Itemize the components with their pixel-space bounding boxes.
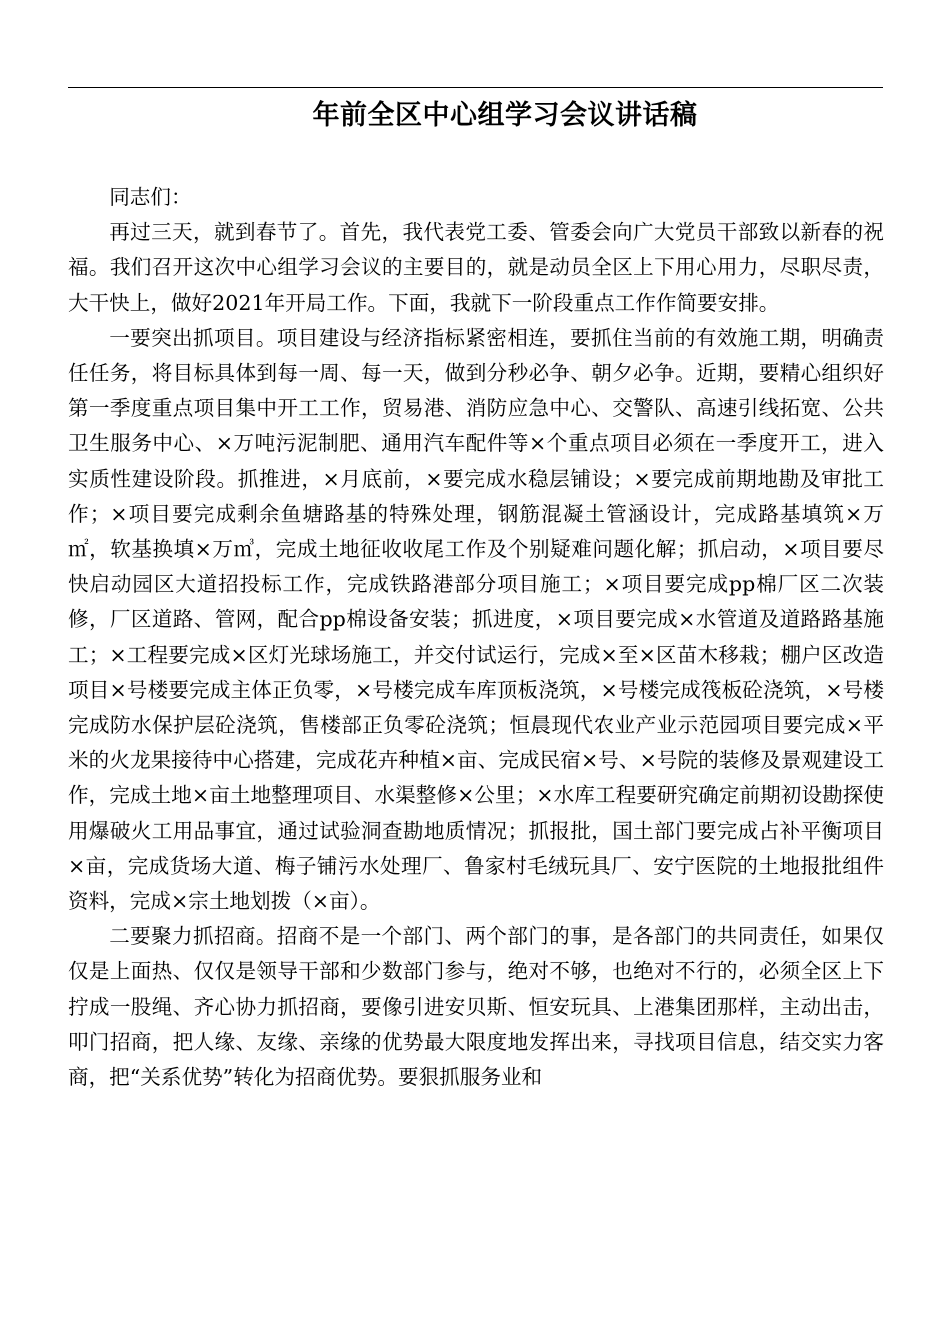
paragraph-investment: 二要聚力抓招商。招商不是一个部门、两个部门的事，是各部门的共同责任，如果仅仅是上面热、仅仅是领导干部和少数部门参与，绝对不够，也绝对不行的，必须全区上下拧成一股绳、齐心协力抓招商，要像引进安贝斯、恒安玩具、上港集团那样，主动出击，叩门招商，把人缘、友缘、亲缘的优势最大限度地发挥出来，寻找项目信息，结交实力客商，把“关系优势”转化为招商优势。要狠抓服务业和 bbox=[68, 924, 884, 1090]
document-title: 年前全区中心组学习会议讲话稿 bbox=[312, 100, 698, 131]
paragraph-intro: 再过三天，就到春节了。首先，我代表党工委、管委会向广大党员干部致以新春的祝福。我们召开这次中心组学习会议的主要目的，就是动员全区上下用心用力，尽职尽责，大干快上，做好2021年开局工作。下面，我就下一阶段重点工作作简要安排。 bbox=[68, 220, 884, 315]
document-body bbox=[68, 180, 884, 1095]
greeting: 同志们： bbox=[109, 185, 192, 209]
paragraph-projects: 一要突出抓项目。项目建设与经济指标紧密相连，要抓住当前的有效施工期，明确责任任务，将目标具体到每一周、每一天，做到分秒必争、朝夕必争。近期，要精心组织好第一季度重点项目集中开工工作，贸易港、消防应急中心、交警队、高速引线拓宽、公共卫生服务中心、×万吨污泥制肥、通用汽车配件等×个重点项目必须在一季度开工，进入实质性建设阶段。抓推进，×月底前，×要完成水稳层铺设；×要完成前期地勘及审批工作；×项目要完成剩余鱼塘路基的特殊处理，钢筋混凝土管涵设计，完成路基填筑×万㎡，软基换填×万㎥，完成土地征收收尾工作及个别疑难问题化解；抓启动，×项目要尽快启动园区大道招投标工作，完成铁路港部分项目施工；×项目要完成pp棉厂区二次装修，厂区道路、管网，配合pp棉设备安装；抓进度，×项目要完成×水管道及道路路基施工；×工程要完成×区灯光球场施工，并交付试运行，完成×至×区苗木移栽；棚户区改造项目×号楼要完成主体正负零，×号楼完成车库顶板浇筑，×号楼完成筏板砼浇筑，×号楼完成防水保护层砼浇筑，售楼部正负零砼浇筑；恒晨现代农业产业示范园项目要完成×平米的火龙果接待中心搭建，完成花卉种植×亩、完成民宿×号、×号院的装修及景观建设工作，完成土地×亩土地整理项目、水渠整修×公里；×水库工程要研究确定前期初设勘探使用爆破火工用品事宜，通过试验洞查勘地质情况；抓报批，国土部门要完成占补平衡项目×亩，完成货场大道、梅子铺污水处理厂、鲁家村毛绒玩具厂、安宁医院的土地报批组件资料，完成×宗土地划拨（×亩）。 bbox=[68, 325, 884, 914]
header-rule bbox=[68, 87, 883, 88]
